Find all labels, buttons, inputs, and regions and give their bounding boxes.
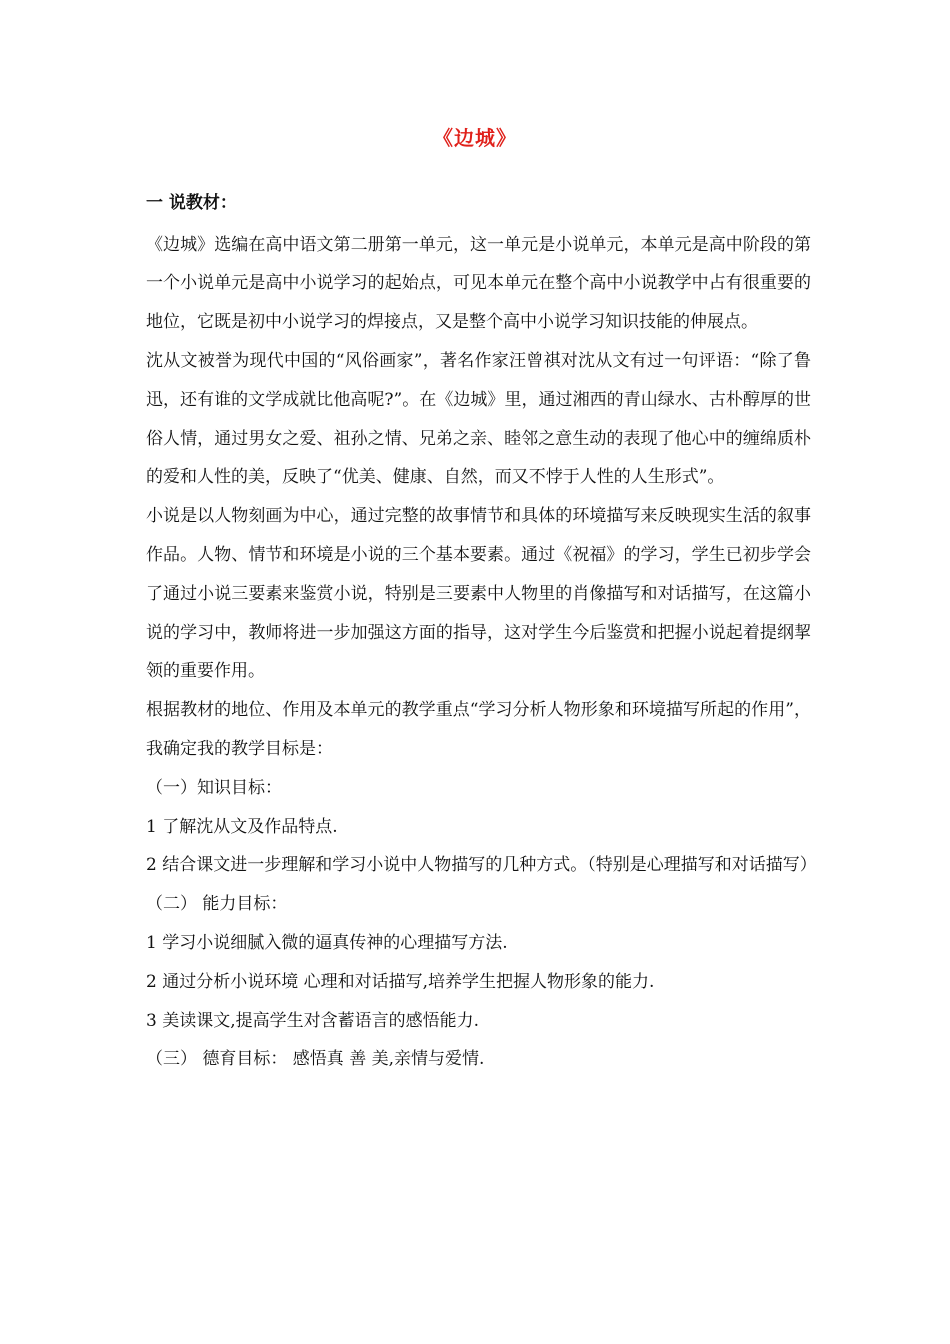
ability-goal-label: （二） 能力目标： <box>146 894 288 915</box>
paragraph-textbook-position: 《边城》选编在高中语文第二册第一单元，这一单元是小说单元，本单元是高中阶段的第一个小说单元是高中小说学习的起始点，可见本单元在整个高中小说教学中占有很重要的地位，它既是初中小说学习的焊接点，又是整个高中小说学习知识技能的伸展点。 <box>146 234 811 333</box>
moral-goal-line: （三） 德育目标： 感悟真 善 美,亲情与爱情. <box>146 1049 485 1070</box>
ability-goal-item: 1 学习小说细腻入微的逼真传神的心理描写方法. <box>146 932 508 953</box>
document-body <box>146 186 817 1079</box>
paragraph-author-intro: 沈从文被誉为现代中国的“风俗画家”，著名作家汪曾祺对沈从文有过一句评语：“除了鲁迅，还有谁的文学成就比他高呢?”。在《边城》里，通过湘西的青山绿水、古朴醇厚的世俗人情，通过男女之爱、祖孙之情、兄弟之亲、睦邻之意生动的表现了他心中的缠绵质朴的爱和人性的美，反映了“优美、健康、自然，而又不悖于人性的人生形式”。 <box>146 350 811 488</box>
knowledge-goal-label: （一）知识目标： <box>146 777 282 798</box>
paragraph-teaching-goals-intro: 根据教材的地位、作用及本单元的教学重点“学习分析人物形象和环境描写所起的作用”，我确定我的教学目标是： <box>146 700 811 759</box>
knowledge-goal-item: 1 了解沈从文及作品特点. <box>146 816 338 837</box>
knowledge-goal-item: 2 结合课文进一步理解和学习小说中人物描写的几种方式。（特别是心理描写和对话描写） <box>146 855 817 876</box>
ability-goal-item: 3 美读课文,提高学生对含蓄语言的感悟能力. <box>146 1010 480 1031</box>
document-title: 《边城》 <box>433 126 517 150</box>
ability-goal-item: 2 通过分析小说环境 心理和对话描写,培养学生把握人物形象的能力. <box>146 971 655 992</box>
section-heading: 一 说教材： <box>146 193 237 213</box>
paragraph-novel-elements: 小说是以人物刻画为中心，通过完整的故事情节和具体的环境描写来反映现实生活的叙事作品。人物、情节和环境是小说的三个基本要素。通过《祝福》的学习，学生已初步学会了通过小说三要素来鉴赏小说，特别是三要素中人物里的肖像描写和对话描写，在这篇小说的学习中，教师将进一步加强这方面的指导，这对学生今后鉴赏和把握小说起着提纲挈领的重要作用。 <box>146 506 811 682</box>
